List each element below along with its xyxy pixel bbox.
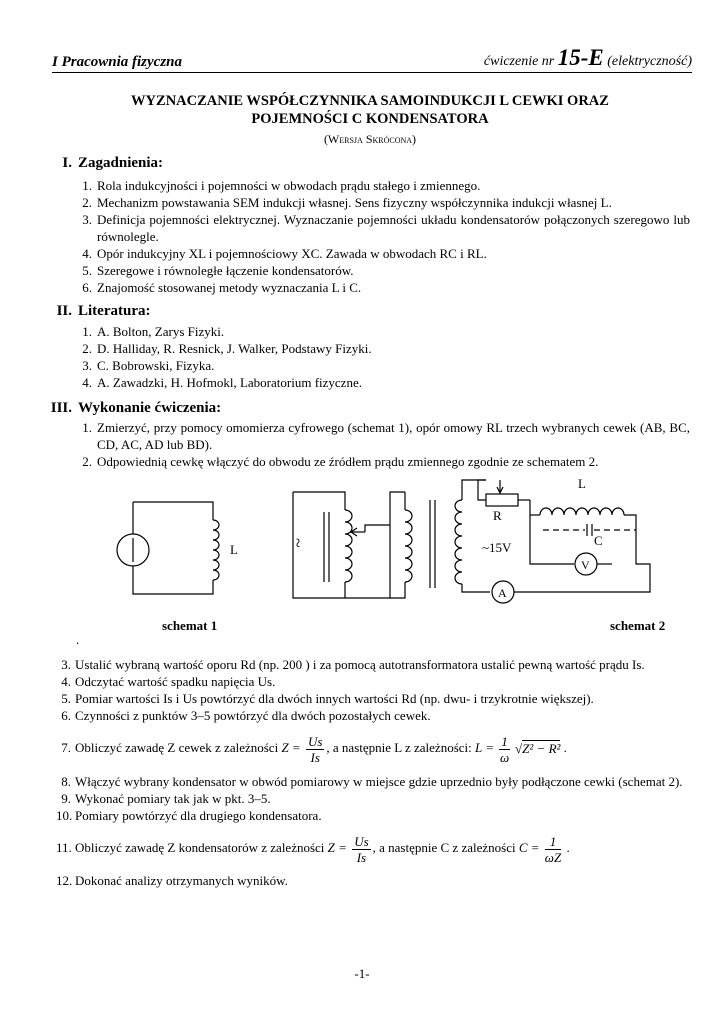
procedure-steps bbox=[56, 656, 692, 889]
formula-Z-fraction: $\frac{Us}{Is}$ bbox=[307, 733, 323, 765]
step-10: 10. Pomiary powtórzyć dla drugiego kondensatora. bbox=[56, 808, 322, 824]
list-item: 1. Zmierzyć, przy pomocy omomierza cyfrowego (schemat 1), opór omowy RL trzech wybranych cewek (AB, BC, CD, AC, AD lub BD). bbox=[82, 420, 690, 452]
section-number: II. bbox=[56, 303, 72, 319]
caption-schemat-2: schemat 2 bbox=[610, 618, 666, 633]
stray-dot: . bbox=[76, 632, 80, 647]
step-4: 4. Odczytać wartość spadku napięcia Us. bbox=[61, 674, 276, 689]
resistor-label-R: R bbox=[493, 508, 502, 523]
document-subtitle: (Wersja Skrócona) bbox=[323, 132, 417, 146]
step-6: 6. Czynności z punktów 3–5 powtórzyć dla dwóch pozostałych cewek. bbox=[61, 708, 431, 723]
voltage-label: ~15V bbox=[482, 540, 512, 555]
literature-list bbox=[74, 323, 690, 391]
section-heading-1 bbox=[50, 155, 163, 172]
schemat-2-circuit bbox=[288, 476, 650, 603]
exercise-number: 15-E bbox=[557, 45, 604, 70]
exercise-category: (elektryczność) bbox=[607, 54, 692, 69]
section-number: III. bbox=[50, 400, 72, 416]
procedure-list bbox=[74, 419, 690, 470]
formula-L-fraction: $\frac{1}{\omega}$ bbox=[499, 733, 510, 765]
voltmeter-label: V bbox=[581, 558, 590, 572]
capacitor-label-C: C bbox=[594, 533, 603, 548]
inductor-icon bbox=[540, 508, 624, 515]
formula-C-lhs: C = bbox=[518, 840, 540, 856]
exercise-label bbox=[484, 45, 692, 71]
title-line-1: WYZNACZANIE WSPÓŁCZYNNIKA SAMOINDUKCJI L CEWKI ORAZ bbox=[131, 93, 609, 109]
list-item: 6. Znajomość stosowanej metody wyznaczania L i C. bbox=[82, 280, 362, 295]
list-item: 3. Definicja pojemności elektrycznej. Wyznaczanie pojemności układu kondensatorów połączonych szeregowo lub równolegle. bbox=[82, 212, 690, 244]
step-3: 3. Ustalić wybraną wartość oporu Rd (np. 200 ) i za pomocą autotransformatora ustalić pewną wartość prądu Is. bbox=[61, 657, 645, 672]
page-header bbox=[52, 45, 692, 73]
list-item: 3. C. Bobrowski, Fizyka. bbox=[82, 358, 215, 373]
list-item: 2. Odpowiednią cewkę włączyć do obwodu ze źródłem prądu zmiennego zgodnie ze schematem 2. bbox=[82, 454, 599, 469]
resistor-icon bbox=[486, 494, 518, 506]
formula-Z-fraction-2: $\frac{Us}{Is}$ bbox=[354, 833, 369, 865]
step-9: 9. Wykonać pomiary tak jak w pkt. 3–5. bbox=[61, 791, 271, 807]
coil-label-L: L bbox=[230, 542, 238, 557]
list-item: 4. Opór indukcyjny XL i pojemnościowy XC. Zawada w obwodach RC i RL. bbox=[82, 246, 487, 261]
section-title: Wykonanie ćwiczenia: bbox=[78, 400, 222, 416]
formula-Z-lhs-2: Z = bbox=[327, 840, 347, 856]
topics-list bbox=[74, 177, 690, 296]
page-number: -1- bbox=[354, 966, 370, 981]
transformer-primary-icon bbox=[405, 510, 412, 582]
list-item: 2. Mechanizm powstawania SEM indukcji własnej. Sens fizyczny współczynnika indukcji własnej L. bbox=[82, 195, 612, 210]
caption-schemat-1: schemat 1 bbox=[162, 618, 218, 633]
step-7: 7. Obliczyć zawadę Z cewek z zależności Z = $\frac{Us}{Is}$ , a następnie L z zależności: L = $\frac{1}{\omega}$ √Z² − R² . bbox=[56, 730, 692, 767]
section-heading-3 bbox=[50, 400, 221, 417]
autotransformer-coil-icon bbox=[345, 510, 352, 582]
section-title: Zagadnienia: bbox=[78, 155, 164, 171]
ammeter-label: A bbox=[498, 586, 507, 600]
inductor-label-L: L bbox=[578, 476, 586, 491]
step-12: 12. Dokonać analizy otrzymanych wyników. bbox=[56, 873, 288, 889]
list-item: 1. Rola indukcyjności i pojemności w obwodach prądu stałego i zmiennego. bbox=[82, 178, 481, 193]
step-11: 11. Obliczyć zawadę Z kondensatorów z zależności Z = $\frac{Us}{Is}$ , a następnie C z zależności C = $\frac{1}{\omega Z}$ . bbox=[56, 833, 570, 865]
section-heading-2 bbox=[50, 303, 150, 320]
step-8: 8. Włączyć wybrany kondensator w obwód pomiarowy w miejsce gdzie uprzednio były podłączone cewki (schemat 2). bbox=[61, 774, 683, 790]
ac-source-tilde: ~ bbox=[288, 538, 308, 548]
formula-Z-lhs: Z = bbox=[281, 740, 301, 755]
list-item: 5. Szeregowe i równoległe łączenie kondensatorów. bbox=[82, 263, 354, 278]
coil-icon bbox=[213, 520, 219, 580]
formula-sqrt: √Z² − R² bbox=[515, 741, 561, 757]
list-item: 1. A. Bolton, Zarys Fizyki. bbox=[82, 324, 225, 339]
list-item: 2. D. Halliday, R. Resnick, J. Walker, Podstawy Fizyki. bbox=[82, 341, 372, 356]
transformer-secondary-icon bbox=[455, 500, 462, 584]
list-item: 4. A. Zawadzki, H. Hofmokl, Laboratorium fizyczne. bbox=[82, 375, 362, 390]
formula-L-lhs: L = bbox=[475, 740, 495, 755]
step-5: 5. Pomiar wartości Is i Us powtórzyć dla dwóch innych wartości Rd (np. dwu- i trzykrotnie większej). bbox=[61, 691, 594, 706]
formula-C-fraction: $\frac{1}{\omega Z}$ bbox=[544, 833, 562, 865]
section-number: I. bbox=[62, 155, 72, 171]
lab-name: I Pracownia fizyczna bbox=[52, 54, 183, 70]
circuit-diagrams bbox=[0, 470, 724, 610]
schemat-1-circuit bbox=[117, 502, 238, 594]
section-title: Literatura: bbox=[78, 303, 151, 319]
title-line-2: POJEMNOŚCI C KONDENSATORA bbox=[251, 111, 489, 127]
exercise-prefix: ćwiczenie nr bbox=[483, 54, 555, 69]
document-title bbox=[60, 92, 680, 128]
